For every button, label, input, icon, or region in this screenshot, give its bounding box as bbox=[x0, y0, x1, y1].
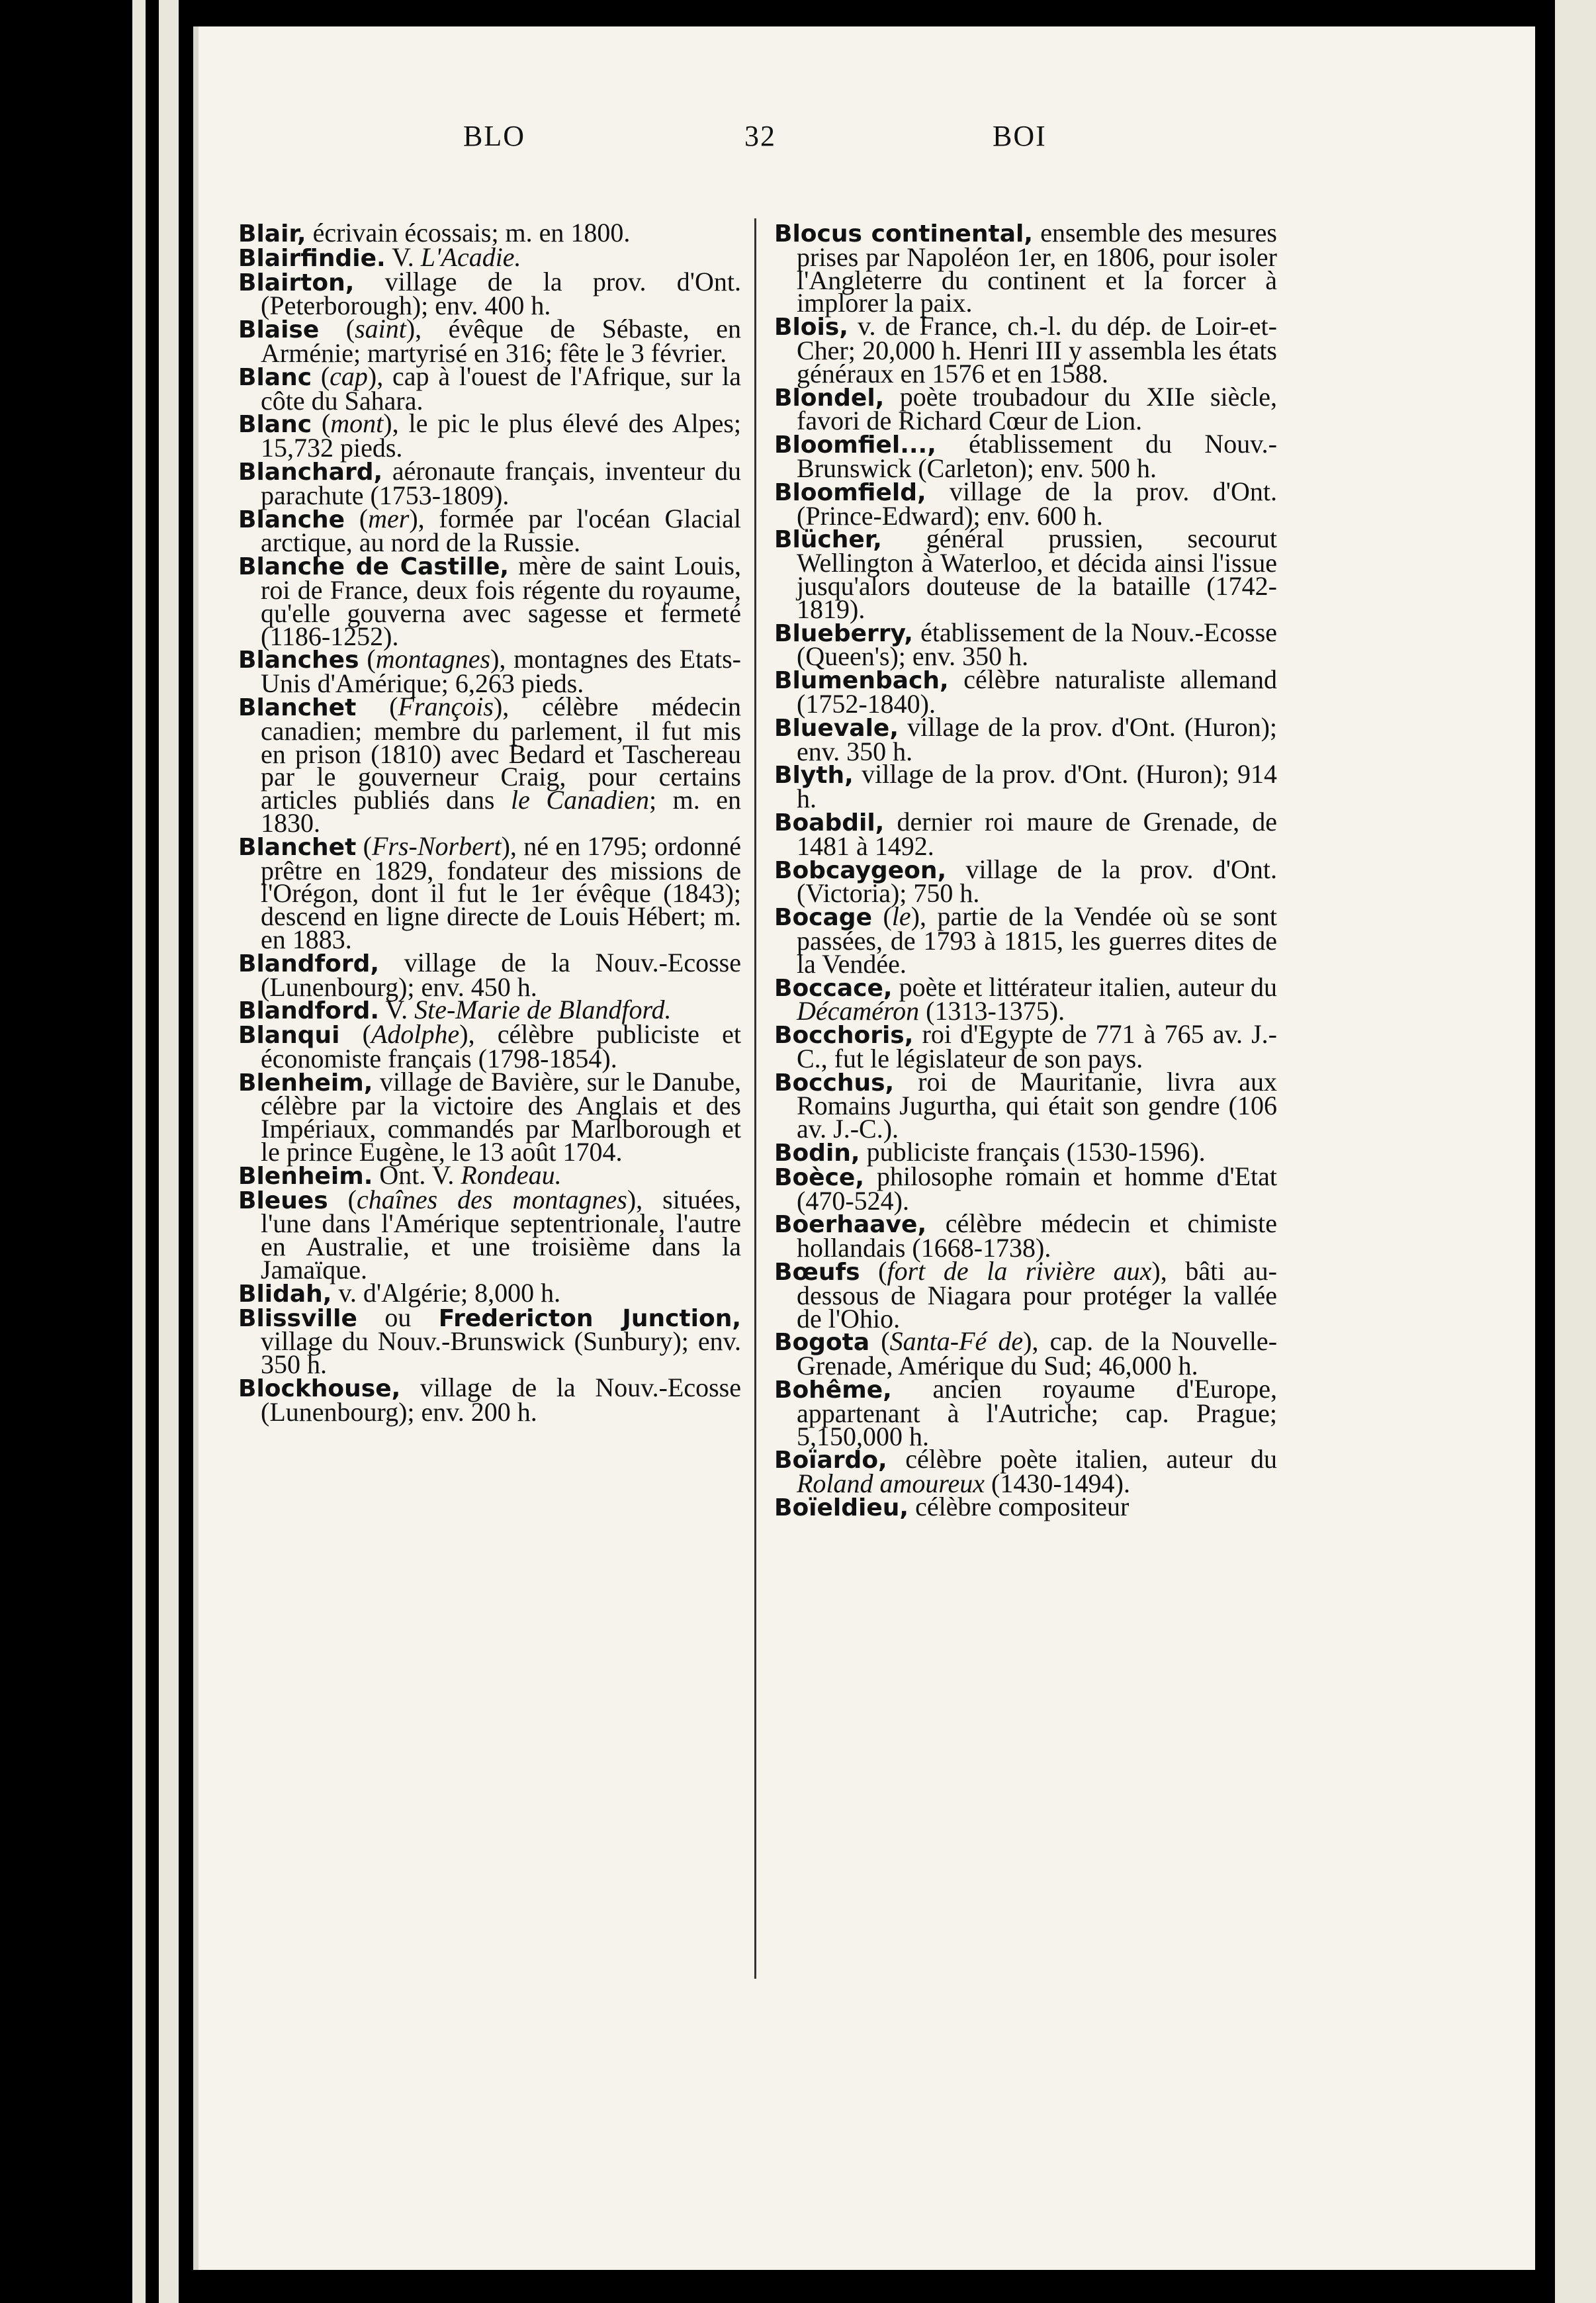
entry-headword: Blumenbach, bbox=[774, 667, 949, 695]
entry-text: philosophe romain et homme d'Etat (470-524). bbox=[797, 1161, 1277, 1216]
entry-text: V. bbox=[379, 995, 415, 1025]
dictionary-entry bbox=[774, 971, 1277, 1026]
dictionary-entry bbox=[238, 1277, 741, 1308]
entry-headword: Bloomfiel..., bbox=[774, 431, 936, 459]
header-guide-left: BLO bbox=[463, 120, 525, 152]
entry-text: Ont. V. bbox=[373, 1159, 461, 1190]
dictionary-entry bbox=[774, 1066, 1277, 1144]
entry-italic-text: François bbox=[398, 691, 494, 721]
entry-text: (1313-1375). bbox=[919, 996, 1065, 1026]
dictionary-entry bbox=[774, 222, 1277, 318]
dictionary-entry bbox=[774, 1492, 1277, 1522]
entry-headword: Blair, bbox=[238, 222, 306, 248]
entry-italic-text: montagnes bbox=[375, 644, 491, 674]
dictionary-entry bbox=[774, 311, 1277, 388]
entry-italic-text: Décaméron bbox=[797, 996, 920, 1026]
running-header bbox=[0, 119, 1596, 172]
dictionary-entry bbox=[238, 644, 741, 699]
dictionary-entry bbox=[774, 429, 1277, 483]
entry-headword: Blanqui bbox=[238, 1022, 340, 1050]
entry-italic-text: le bbox=[891, 901, 911, 932]
dictionary-entry bbox=[238, 266, 741, 321]
entry-headword: Blocus continental, bbox=[774, 222, 1034, 248]
dictionary-entry bbox=[238, 455, 741, 510]
dictionary-entry bbox=[774, 617, 1277, 672]
page-number: 32 bbox=[744, 120, 776, 152]
entry-text: ( bbox=[359, 644, 376, 674]
entry-text: poète troubadour du XIIe siècle, favori de Richard Cœur de Lion. bbox=[797, 381, 1277, 436]
entry-text: poète et littérateur italien, auteur du bbox=[892, 971, 1277, 1002]
entry-text: célèbre compositeur bbox=[909, 1492, 1130, 1522]
entry-text: célèbre médecin et chimiste hollandais (1668-1738). bbox=[797, 1208, 1277, 1263]
entry-headword: Boèce, bbox=[774, 1163, 865, 1191]
dictionary-entry bbox=[238, 1184, 741, 1285]
dictionary-entry bbox=[774, 1256, 1277, 1333]
entry-italic-text: Ste-Marie de Blandford. bbox=[414, 995, 672, 1025]
entry-text: ), célèbre publiciste et économiste français (1798-1854). bbox=[261, 1019, 741, 1073]
entry-italic-text: saint bbox=[355, 314, 406, 344]
entry-text: ), situées, l'une dans l'Amérique septentrionale, l'autre en Australie, et une troisième dans la Jamaïque. bbox=[261, 1184, 741, 1285]
entry-headword: Bogota bbox=[774, 1329, 870, 1357]
dictionary-entry bbox=[238, 831, 741, 954]
entry-text: village de la prov. d'Ont. (Victoria); 750 h. bbox=[797, 854, 1277, 909]
entry-text: village de la prov. d'Ont. (Huron); 914 h. bbox=[797, 759, 1277, 814]
entry-text: ( bbox=[356, 831, 372, 861]
entry-italic-text: chaînes des montagnes bbox=[357, 1184, 627, 1214]
entry-headword: Boïardo, bbox=[774, 1447, 887, 1474]
dictionary-entry bbox=[774, 1444, 1277, 1499]
entry-headword: Boerhaave, bbox=[774, 1211, 927, 1239]
entry-text: ), célèbre médecin canadien; membre du parlement, il fut mis en prison (1810) avec Bedard et Taschereau par le gouverneur Craig, pour certains articles publiés dans bbox=[261, 691, 741, 815]
entry-text: village de la Nouv.-Ecosse (Lunenbourg); env. 200 h. bbox=[261, 1373, 741, 1427]
entry-text: célèbre poète italien, auteur du bbox=[887, 1444, 1277, 1474]
entry-italic-text: cap bbox=[330, 361, 368, 391]
dictionary-entry bbox=[238, 1373, 741, 1427]
entry-text: ou bbox=[357, 1302, 439, 1332]
entry-headword: Bocchoris, bbox=[774, 1022, 914, 1050]
entry-italic-text: Frs-Norbert bbox=[371, 831, 502, 861]
entry-text: ), cap à l'ouest de l'Afrique, sur la côte du Sahara. bbox=[261, 361, 741, 416]
entry-headword: Boabdil, bbox=[774, 809, 885, 836]
dictionary-entry bbox=[774, 711, 1277, 766]
dictionary-entry bbox=[774, 1326, 1277, 1381]
entry-text: écrivain écossais; m. en 1800. bbox=[306, 222, 631, 248]
entry-text: village de la prov. d'Ont. (Peterborough); env. 400 h. bbox=[261, 266, 741, 321]
entry-headword: Boïeldieu, bbox=[774, 1494, 909, 1522]
entry-headword: Blois, bbox=[774, 314, 848, 341]
entry-text: ( bbox=[356, 691, 398, 721]
entry-text: publiciste français (1530-1596). bbox=[860, 1137, 1206, 1167]
dictionary-entry bbox=[774, 854, 1277, 909]
entry-headword: Bocchus, bbox=[774, 1069, 895, 1097]
entry-text: aéronaute français, inventeur du parachute (1753-1809). bbox=[261, 455, 741, 510]
entry-headword: Blücher, bbox=[774, 526, 882, 554]
entry-headword: Blockhouse, bbox=[238, 1375, 401, 1403]
dictionary-entry bbox=[774, 664, 1277, 719]
entries-column-left bbox=[238, 222, 741, 1975]
dictionary-entry bbox=[238, 947, 741, 1002]
entry-text: ), évêque de Sébaste, en Arménie; martyrisé en 316; fête le 3 février. bbox=[261, 314, 741, 368]
dictionary-entry bbox=[774, 523, 1277, 624]
entry-headword: Blandford. bbox=[238, 997, 380, 1025]
dictionary-entry bbox=[238, 314, 741, 368]
entry-headword: Blaise bbox=[238, 316, 320, 344]
dictionary-entry bbox=[238, 361, 741, 416]
entry-headword: Bluevale, bbox=[774, 714, 899, 742]
entry-italic-text: Santa-Fé de bbox=[889, 1326, 1024, 1357]
entry-headword: Blanchet bbox=[238, 833, 357, 861]
entry-text: ), formée par l'océan Glacial arctique, au nord de la Russie. bbox=[261, 503, 741, 558]
entry-text: ), partie de la Vendée où se sont passées, de 1793 à 1815, les guerres dites de la Vendée. bbox=[797, 901, 1277, 979]
column-divider bbox=[754, 218, 756, 1979]
dictionary-entry bbox=[774, 759, 1277, 814]
entry-text: ; m. en 1830. bbox=[261, 785, 741, 838]
entry-headword: Bohême, bbox=[774, 1377, 892, 1404]
entry-text: ), montagnes des Etats-Unis d'Amérique; 6,263 pieds. bbox=[261, 644, 741, 699]
dictionary-entry bbox=[238, 1019, 741, 1073]
dictionary-entry bbox=[238, 551, 741, 651]
dictionary-entry bbox=[774, 1208, 1277, 1263]
entry-headword: Bobcaygeon, bbox=[774, 856, 947, 884]
dictionary-entry bbox=[774, 476, 1277, 531]
entry-text: roi de Mauritanie, livra aux Romains Jugurtha, qui était son gendre (106 av. J.-C.). bbox=[797, 1066, 1277, 1144]
entry-text: ( bbox=[339, 1019, 371, 1050]
entry-text: (1430-1494). bbox=[985, 1468, 1130, 1499]
entry-headword: Bleues bbox=[238, 1187, 328, 1214]
entry-text: roi d'Egypte de 771 à 765 av. J.-C., fut le législateur de son pays. bbox=[797, 1019, 1277, 1073]
entry-text: village de la prov. d'Ont. (Prince-Edward); env. 600 h. bbox=[797, 476, 1277, 531]
dictionary-entry bbox=[238, 1302, 741, 1380]
entry-headword: Bœufs bbox=[774, 1259, 860, 1287]
entry-headword: Blanche bbox=[238, 506, 345, 533]
entry-text: village de la prov. d'Ont. (Huron); env. 350 h. bbox=[797, 711, 1277, 766]
entry-text: mère de saint Louis, roi de France, deux fois régente du royaume, qu'elle gouverna avec sagesse et fermeté (1186-1252). bbox=[261, 551, 741, 651]
entry-text: ( bbox=[312, 408, 331, 439]
entries-column-right bbox=[774, 222, 1277, 1975]
entry-headword: Blandford, bbox=[238, 950, 380, 977]
dictionary-entry bbox=[774, 901, 1277, 979]
entry-headword: Blondel, bbox=[774, 384, 885, 412]
entry-headword: Bocage bbox=[774, 904, 872, 932]
entry-text: ( bbox=[345, 503, 369, 533]
entry-headword: Fredericton Junction, bbox=[438, 1304, 741, 1332]
entry-headword: Blairfindie. bbox=[238, 244, 386, 272]
entry-italic-text: mont bbox=[330, 408, 384, 439]
entry-headword: Blenheim. bbox=[238, 1162, 373, 1190]
entry-text: ( bbox=[312, 361, 330, 391]
entry-text: ), bâti au-dessous de Niagara pour protéger la vallée de l'Ohio. bbox=[797, 1256, 1277, 1333]
entry-text: village de Bavière, sur le Danube, célèbre par la victoire des Anglais et des Impériaux, commandés par Marlborough et le prince Eugène, le 13 août 1704. bbox=[261, 1066, 741, 1167]
entry-text: ancien royaume d'Europe, appartenant à l'Autriche; cap. Prague; 5,150,000 h. bbox=[797, 1374, 1277, 1451]
entry-text: dernier roi maure de Grenade, de 1481 à 1492. bbox=[797, 806, 1277, 861]
dictionary-entry bbox=[238, 503, 741, 558]
entry-text: village du Nouv.-Brunswick (Sunbury); env. 350 h. bbox=[261, 1326, 741, 1380]
entry-text: ( bbox=[319, 314, 355, 344]
entry-headword: Bloomfield, bbox=[774, 478, 926, 506]
entry-headword: Blyth, bbox=[774, 762, 854, 790]
entry-text: ), né en 1795; ordonné prêtre en 1829, fondateur des missions de l'Orégon, dont il fut le 1er évêque (1843); descend en ligne directe de Louis Hébert; m. en 1883. bbox=[261, 831, 741, 954]
dictionary-entry bbox=[774, 806, 1277, 861]
entry-italic-text: L'Acadie. bbox=[420, 242, 521, 272]
entry-headword: Blissville bbox=[238, 1304, 357, 1332]
entry-italic-text: Rondeau. bbox=[461, 1159, 562, 1190]
entry-text: ( bbox=[328, 1184, 357, 1214]
page-edge-left-2 bbox=[159, 0, 179, 2303]
entry-text: village de la Nouv.-Ecosse (Lunenbourg); env. 450 h. bbox=[261, 947, 741, 1002]
page-edge-right bbox=[1555, 0, 1596, 2303]
entry-text: ), cap. de la Nouvelle-Grenade, Amérique du Sud; 46,000 h. bbox=[797, 1326, 1277, 1381]
entry-text: établissement de la Nouv.-Ecosse (Queen's); env. 350 h. bbox=[797, 617, 1277, 672]
entry-headword: Blanc bbox=[238, 411, 312, 439]
entry-headword: Blanchet bbox=[238, 694, 357, 721]
header-guide-right: BOI bbox=[993, 120, 1047, 152]
entry-italic-text: le Canadien bbox=[510, 785, 649, 815]
entry-italic-text: mer bbox=[368, 503, 410, 533]
page-edge-left bbox=[132, 0, 146, 2303]
entry-headword: Blueberry, bbox=[774, 619, 913, 647]
entry-headword: Blanchard, bbox=[238, 458, 383, 486]
entry-text: ensemble des mesures prises par Napoléon 1er, en 1806, pour isoler l'Angleterre du continent et la forcer à implorer la paix. bbox=[797, 222, 1277, 318]
dictionary-entry bbox=[238, 408, 741, 463]
entry-text: établissement du Nouv.-Brunswick (Carleton); env. 500 h. bbox=[797, 429, 1277, 483]
entry-text: ( bbox=[860, 1256, 887, 1287]
entry-headword: Blairton, bbox=[238, 269, 355, 296]
entry-text: célèbre naturaliste allemand (1752-1840). bbox=[797, 664, 1277, 719]
entry-headword: Blenheim, bbox=[238, 1069, 373, 1097]
dictionary-entry bbox=[238, 691, 741, 838]
dictionary-entry bbox=[774, 1374, 1277, 1451]
entry-text: ), le pic le plus élevé des Alpes; 15,732 pieds. bbox=[261, 408, 741, 463]
entry-italic-text: Roland amoureux bbox=[797, 1468, 985, 1499]
entry-italic-text: Adolphe bbox=[371, 1019, 460, 1050]
entry-headword: Blidah, bbox=[238, 1280, 332, 1308]
entry-text: v. de France, ch.-l. du dép. de Loir-et-Cher; 20,000 h. Henri III y assembla les états généraux en 1576 et en 1588. bbox=[797, 311, 1277, 388]
entry-headword: Blanche de Castille, bbox=[238, 553, 510, 581]
dictionary-entry bbox=[774, 1019, 1277, 1073]
entry-headword: Blanches bbox=[238, 647, 359, 674]
dictionary-entry bbox=[774, 381, 1277, 436]
entry-headword: Boccace, bbox=[774, 974, 893, 1002]
entry-text: général prussien, secourut Wellington à Waterloo, et décida ainsi l'issue jusqu'alors douteuse de la bataille (1742-1819). bbox=[797, 523, 1277, 624]
dictionary-entry bbox=[774, 1161, 1277, 1216]
entry-italic-text: fort de la rivière aux bbox=[887, 1256, 1152, 1287]
dictionary-entry bbox=[238, 1066, 741, 1167]
entry-headword: Blanc bbox=[238, 363, 312, 391]
entry-text: v. d'Algérie; 8,000 h. bbox=[332, 1277, 561, 1308]
entry-text: V. bbox=[385, 242, 421, 272]
entry-headword: Bodin, bbox=[774, 1140, 860, 1167]
entry-text: ( bbox=[872, 901, 892, 932]
entry-text: ( bbox=[869, 1326, 890, 1357]
